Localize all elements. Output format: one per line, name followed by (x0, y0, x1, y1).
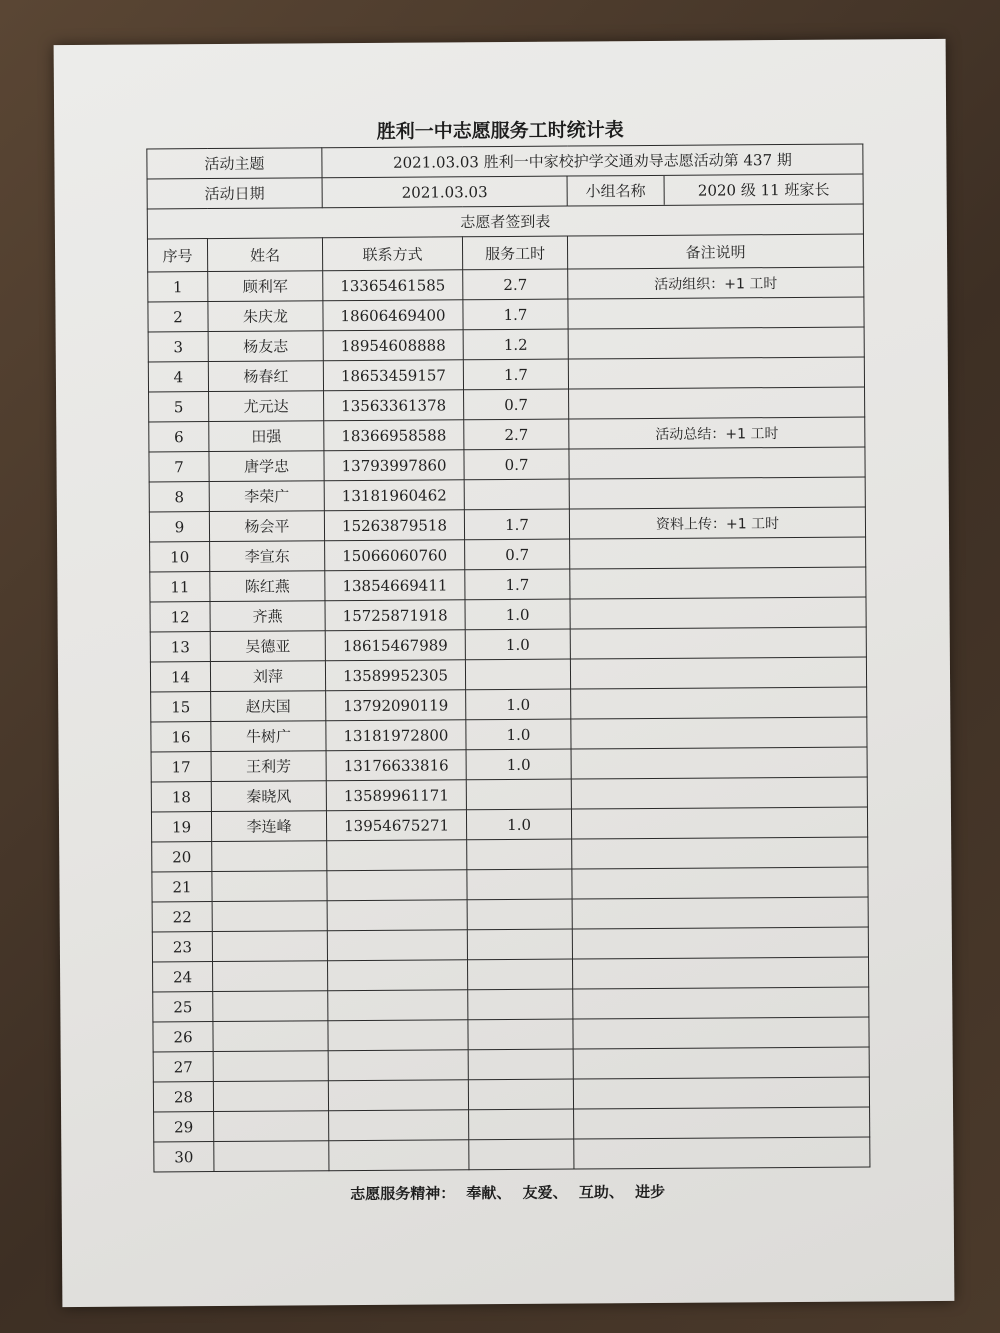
remark (572, 927, 868, 959)
row-number: 27 (153, 1052, 213, 1082)
service-hours (465, 659, 570, 690)
remark (570, 597, 866, 629)
activity-theme-value: 2021.03.03 胜利一中家校护学交通劝导志愿活动第 437 期 (322, 144, 863, 178)
volunteer-name (213, 961, 328, 992)
volunteer-name (212, 871, 327, 902)
row-number: 1 (148, 272, 208, 302)
contact-phone: 18653459157 (323, 360, 463, 391)
header-phone: 联系方式 (322, 237, 462, 271)
remark (573, 957, 869, 989)
row-number: 23 (152, 932, 212, 962)
table-row (148, 267, 864, 302)
volunteer-name: 田强 (209, 421, 324, 452)
service-hours: 0.7 (464, 449, 569, 480)
volunteer-name: 吴德亚 (210, 631, 325, 662)
volunteer-name: 秦晓风 (211, 781, 326, 812)
service-hours: 0.7 (465, 539, 570, 570)
activity-date-value: 2021.03.03 (322, 176, 567, 208)
table-row (151, 687, 867, 722)
table-row (148, 327, 864, 362)
row-number: 9 (149, 512, 209, 542)
volunteer-name: 李宣东 (210, 541, 325, 572)
table-row (152, 897, 868, 932)
row-number: 13 (150, 632, 210, 662)
remark (569, 387, 865, 419)
row-number: 16 (151, 722, 211, 752)
service-hours (468, 989, 573, 1020)
service-hours: 1.0 (466, 809, 571, 840)
remark (571, 807, 867, 839)
remark (570, 567, 866, 599)
volunteer-name: 李连峰 (211, 811, 326, 842)
row-number: 8 (149, 482, 209, 512)
service-hours: 1.0 (466, 749, 571, 780)
table-row (150, 627, 866, 662)
table-row (151, 747, 867, 782)
volunteer-name: 杨友志 (208, 331, 323, 362)
group-name-label: 小组名称 (568, 176, 665, 206)
volunteer-name: 陈红燕 (210, 571, 325, 602)
row-number: 19 (151, 812, 211, 842)
table-row (152, 867, 868, 902)
service-hours (468, 1019, 573, 1050)
row-number: 5 (149, 392, 209, 422)
signin-title: 志愿者签到表 (147, 204, 863, 239)
contact-phone: 13589952305 (325, 660, 465, 691)
volunteer-name (213, 1051, 328, 1082)
table-row (151, 807, 867, 842)
row-number: 12 (150, 602, 210, 632)
theme-row (147, 144, 863, 179)
contact-phone: 13563361378 (324, 390, 464, 421)
row-number: 7 (149, 452, 209, 482)
contact-phone: 13181972800 (326, 720, 466, 751)
volunteer-name: 杨会平 (209, 511, 324, 542)
service-hours (469, 1139, 574, 1170)
contact-phone (328, 1080, 468, 1111)
row-number: 11 (150, 572, 210, 602)
service-hours (467, 869, 572, 900)
contact-phone (327, 930, 467, 961)
row-number: 24 (153, 962, 213, 992)
service-hours: 1.2 (463, 329, 568, 360)
row-number: 21 (152, 872, 212, 902)
row-number: 6 (149, 422, 209, 452)
contact-phone: 13792090119 (326, 690, 466, 721)
volunteer-name: 唐学忠 (209, 451, 324, 482)
remark (571, 687, 867, 719)
service-hours (466, 779, 571, 810)
service-hours: 1.0 (465, 629, 570, 660)
contact-phone: 18615467989 (325, 630, 465, 661)
remark (573, 1047, 869, 1079)
remark: 活动总结：+1 工时 (569, 417, 865, 449)
row-number: 14 (150, 662, 210, 692)
service-hours (467, 839, 572, 870)
contact-phone: 13176633816 (326, 750, 466, 781)
header-note: 备注说明 (567, 234, 863, 269)
remark (573, 1077, 869, 1109)
contact-phone (328, 1020, 468, 1051)
contact-phone: 18954608888 (323, 330, 463, 361)
activity-theme-label: 活动主题 (147, 148, 322, 179)
row-number: 17 (151, 752, 211, 782)
remark (572, 897, 868, 929)
remark (573, 1017, 869, 1049)
remark (568, 327, 864, 359)
volunteer-name (213, 1021, 328, 1052)
group-name-value: 2020 级 11 班家长 (697, 180, 830, 200)
table-row (151, 777, 867, 812)
volunteer-name: 尤元达 (209, 391, 324, 422)
row-number: 15 (151, 692, 211, 722)
remark: 活动组织：+1 工时 (568, 267, 864, 299)
row-number: 3 (148, 332, 208, 362)
contact-phone: 13854669411 (325, 570, 465, 601)
remark (569, 477, 865, 509)
row-number: 30 (154, 1142, 214, 1172)
row-number: 18 (151, 782, 211, 812)
volunteer-name: 刘萍 (210, 661, 325, 692)
contact-phone (327, 900, 467, 931)
table-row (148, 357, 864, 392)
contact-phone (328, 990, 468, 1021)
service-hours: 2.7 (464, 419, 569, 450)
remark (573, 987, 869, 1019)
header-hours: 服务工时 (462, 236, 567, 270)
remark (571, 717, 867, 749)
contact-phone: 13793997860 (324, 450, 464, 481)
contact-phone (327, 870, 467, 901)
table-row (151, 717, 867, 752)
service-hours (468, 1049, 573, 1080)
volunteer-name (213, 991, 328, 1022)
service-hours (467, 929, 572, 960)
contact-phone: 13365461585 (323, 270, 463, 301)
remark (571, 777, 867, 809)
volunteer-name: 朱庆龙 (208, 301, 323, 332)
volunteer-name (214, 1141, 329, 1172)
remark (568, 297, 864, 329)
remark (574, 1107, 870, 1139)
remark (570, 537, 866, 569)
contact-phone: 15263879518 (324, 510, 464, 541)
signin-title-row (147, 204, 863, 239)
row-number: 10 (150, 542, 210, 572)
volunteer-name (212, 931, 327, 962)
contact-phone: 13954675271 (326, 810, 466, 841)
table-row (153, 987, 869, 1022)
paper-sheet (54, 39, 955, 1307)
contact-phone (328, 1050, 468, 1081)
table-row (153, 957, 869, 992)
service-hours (467, 899, 572, 930)
header-name: 姓名 (207, 238, 322, 272)
remark (568, 357, 864, 389)
contact-phone (327, 840, 467, 871)
row-number: 20 (152, 842, 212, 872)
volunteer-name (212, 841, 327, 872)
table-row (148, 297, 864, 332)
volunteer-name: 赵庆国 (211, 691, 326, 722)
table-row (152, 837, 868, 872)
contact-phone: 18366958588 (324, 420, 464, 451)
column-header-row (147, 234, 863, 272)
date-row (147, 174, 863, 209)
table-row (152, 927, 868, 962)
volunteer-name (213, 1081, 328, 1112)
remark (571, 747, 867, 779)
table-row (150, 657, 866, 692)
service-hours: 1.7 (464, 509, 569, 540)
volunteer-name: 齐燕 (210, 601, 325, 632)
row-number: 28 (153, 1082, 213, 1112)
remark (570, 657, 866, 689)
service-hours: 0.7 (464, 389, 569, 420)
footer-slogan: 志愿服务精神： 奉献、 友爱、 互助、 进步 (350, 1182, 666, 1204)
remark (572, 867, 868, 899)
volunteer-name: 牛树广 (211, 721, 326, 752)
service-hours (464, 479, 569, 510)
volunteer-name: 顾利军 (208, 271, 323, 302)
volunteer-name: 李荣广 (209, 481, 324, 512)
volunteer-name (212, 901, 327, 932)
row-number: 26 (153, 1022, 213, 1052)
service-hours: 1.7 (465, 569, 570, 600)
service-hours (468, 959, 573, 990)
remark (570, 627, 866, 659)
contact-phone: 18606469400 (323, 300, 463, 331)
activity-date-label: 活动日期 (147, 178, 322, 209)
contact-phone (329, 1110, 469, 1141)
service-hours: 1.0 (466, 719, 571, 750)
volunteer-name: 王利芳 (211, 751, 326, 782)
header-no: 序号 (147, 239, 207, 272)
row-number: 4 (148, 362, 208, 392)
contact-phone: 13589961171 (326, 780, 466, 811)
contact-phone: 13181960462 (324, 480, 464, 511)
volunteer-name (214, 1111, 329, 1142)
remark: 资料上传：+1 工时 (569, 507, 865, 539)
service-hours: 2.7 (463, 269, 568, 300)
service-hours (469, 1109, 574, 1140)
contact-phone (328, 960, 468, 991)
contact-phone (329, 1140, 469, 1171)
document-title: 胜利一中志愿服务工时统计表 (376, 119, 624, 143)
row-number: 2 (148, 302, 208, 332)
volunteer-name: 杨春红 (208, 361, 323, 392)
service-hours (468, 1079, 573, 1110)
remark (574, 1137, 870, 1169)
service-hours: 1.0 (466, 689, 571, 720)
remark (569, 447, 865, 479)
row-number: 25 (153, 992, 213, 1022)
contact-phone: 15725871918 (325, 600, 465, 631)
group-cell (567, 174, 863, 206)
table-row (154, 1137, 870, 1172)
service-hours: 1.7 (463, 299, 568, 330)
hours-table (146, 143, 870, 1172)
row-number: 29 (154, 1112, 214, 1142)
row-number: 22 (152, 902, 212, 932)
service-hours: 1.0 (465, 599, 570, 630)
remark (572, 837, 868, 869)
contact-phone: 15066060760 (325, 540, 465, 571)
service-hours: 1.7 (463, 359, 568, 390)
